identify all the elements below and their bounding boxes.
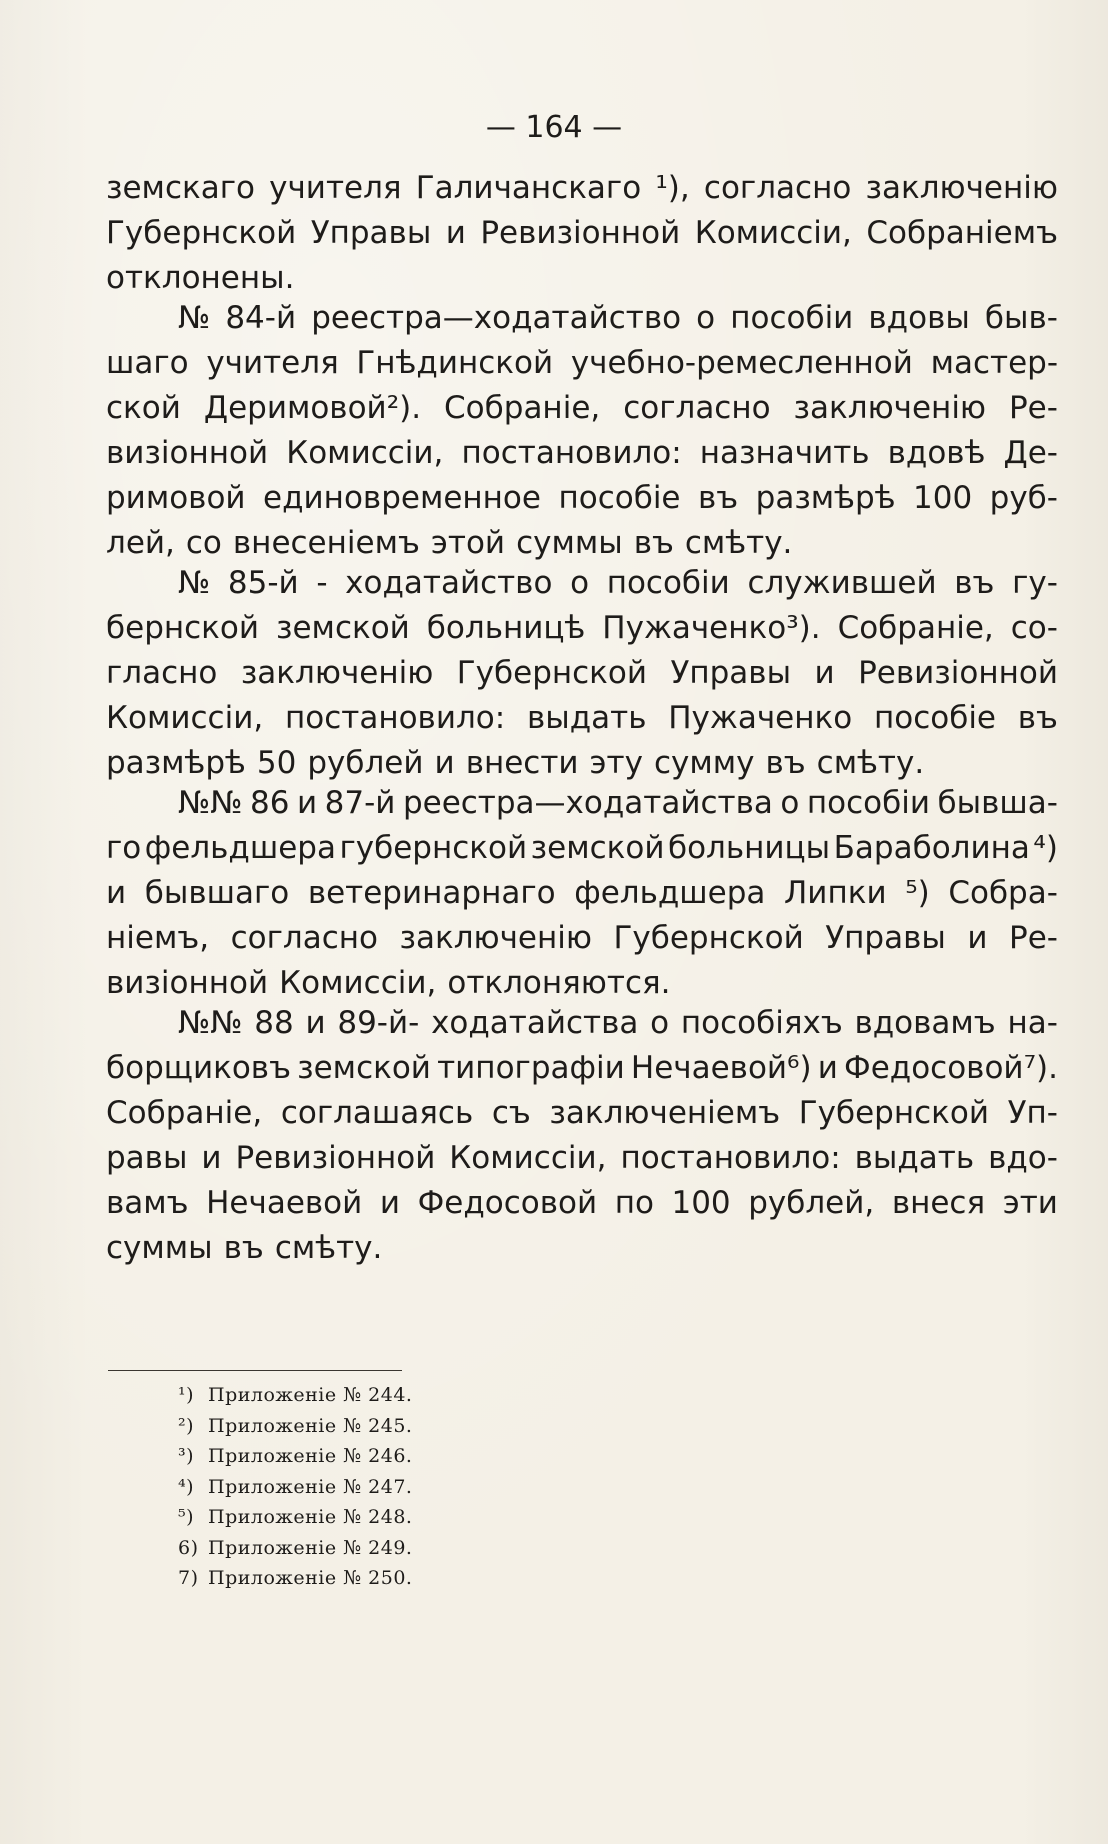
footnote (178, 1441, 638, 1472)
word: и (967, 920, 988, 956)
word: 84-й (225, 300, 297, 336)
word: и (106, 875, 127, 911)
word: смѣту. (274, 1230, 383, 1266)
word: реестра—ходатайства (402, 785, 773, 821)
text-line (106, 915, 1058, 961)
word: равы (106, 1140, 188, 1176)
word: эти (1002, 1185, 1058, 1221)
word: на- (1007, 1005, 1058, 1041)
text-line (106, 1045, 1058, 1091)
footnote-mark: ³) (178, 1445, 195, 1467)
word: и (201, 1140, 222, 1176)
footnote-mark: ¹) (178, 1384, 195, 1406)
word: рублей, (748, 1185, 875, 1221)
word: размѣрѣ (106, 745, 246, 781)
word: Комиссіи, (694, 215, 852, 251)
word: фельдшера (144, 830, 336, 866)
text-line (106, 650, 1058, 696)
word: вдо- (988, 1140, 1058, 1176)
word: соглашаясь (280, 1095, 474, 1131)
text-line (106, 385, 1058, 431)
word: рублей (307, 745, 424, 781)
word: больницѣ (426, 610, 586, 646)
word: Собраніе, (106, 1095, 263, 1131)
word: со (185, 525, 222, 561)
word: заключенію (399, 920, 592, 956)
word: № (178, 565, 211, 601)
word: размѣрѣ (755, 480, 896, 516)
footnote (178, 1502, 638, 1533)
word: 89-й- (337, 1005, 420, 1041)
footnote-mark: ⁵) (178, 1506, 195, 1528)
word: Ре- (1009, 920, 1058, 956)
word: римовой (106, 480, 246, 516)
footnote-text: Приложеніе № 245. (208, 1414, 413, 1437)
word: о (696, 300, 716, 336)
word: ніемъ, (106, 920, 210, 956)
footnote (178, 1472, 638, 1503)
word: больницы (667, 830, 831, 866)
word: пособіи (806, 785, 930, 821)
word: Собраніемъ (866, 215, 1058, 251)
text-line (106, 295, 1058, 341)
word: визіонной (106, 965, 269, 1001)
footnote-text: Приложеніе № 246. (208, 1445, 413, 1467)
word: Федосовой (417, 1185, 598, 1221)
word: лей, (106, 525, 175, 561)
text-line (106, 1000, 1058, 1046)
word: Деримовой²). (203, 390, 422, 426)
word: служившей (747, 565, 937, 601)
word: №№ (178, 785, 243, 821)
word: Управы (670, 655, 792, 691)
footnote-text: Приложеніе № 250. (208, 1567, 413, 1589)
word: Губернской (456, 655, 648, 691)
footnote-divider (108, 1370, 402, 1371)
word: 50 (256, 745, 297, 781)
text-line (106, 605, 1058, 651)
word: ходатайства (431, 1005, 639, 1041)
word: Собраніе, (837, 610, 994, 646)
word: земскаго (106, 170, 255, 206)
word: пособіяхъ (680, 1005, 843, 1041)
text-line (106, 210, 1058, 256)
word: Ревизіонной (480, 215, 681, 251)
word: Ре- (1008, 390, 1058, 426)
text-line (106, 560, 1058, 606)
word: го (106, 830, 142, 866)
word: Уп- (1007, 1095, 1058, 1131)
word: единовременное (263, 480, 541, 516)
word: бывша- (937, 785, 1058, 821)
word: Губернской (613, 920, 804, 956)
word: постановило: (284, 700, 506, 736)
word: смѣту. (684, 525, 793, 561)
word: типографіи (437, 1050, 625, 1086)
word: по (614, 1185, 654, 1221)
word: ⁵) (905, 875, 930, 911)
word: постановило: (461, 435, 682, 471)
word: согласно (623, 390, 771, 426)
word: Ревизіонной (235, 1140, 436, 1176)
word: вдовѣ (887, 435, 986, 471)
text-line (106, 825, 1058, 871)
word: Гнѣдинской (356, 345, 554, 381)
word: въ (697, 480, 739, 516)
word: выдать (854, 1140, 975, 1176)
text-line (106, 340, 1058, 386)
word: Пужаченко (668, 700, 853, 736)
word: бернской (106, 610, 260, 646)
word: ¹), (655, 170, 690, 206)
word: руб- (989, 480, 1058, 516)
word: №№ (178, 1005, 243, 1041)
word: и (445, 215, 466, 251)
word: борщиковъ (106, 1050, 291, 1086)
word: смѣту. (816, 745, 925, 781)
word: реестра—ходатайство (311, 300, 682, 336)
word: внесеніемъ (232, 525, 420, 561)
word: заключенію (793, 390, 987, 426)
footnote-text: Приложеніе № 244. (208, 1384, 413, 1406)
footnote (178, 1380, 638, 1411)
word: шаго (106, 345, 189, 381)
word: эту (589, 745, 643, 781)
word: земской (276, 610, 410, 646)
word: со- (1010, 610, 1058, 646)
word: согласно (703, 170, 852, 206)
text-line (106, 695, 1058, 741)
word: Управы (825, 920, 946, 956)
footnote (178, 1411, 638, 1442)
word: земской (530, 830, 665, 866)
footnote-mark: 6) (178, 1536, 199, 1559)
word: Федосовой⁷). (844, 1050, 1058, 1086)
footnote-mark: ²) (178, 1414, 195, 1437)
word: пособіи (730, 300, 854, 336)
word: Губернской (798, 1095, 990, 1131)
word: выдать (526, 700, 647, 736)
text-line (106, 1225, 1058, 1271)
word: въ (765, 745, 806, 781)
word: Управы (310, 215, 432, 251)
text-line (106, 165, 1058, 211)
word: въ (633, 525, 674, 561)
word: 100 (913, 480, 973, 516)
word: сумму (653, 745, 755, 781)
word: отклоняются. (447, 965, 671, 1001)
word: заключеніемъ (549, 1095, 781, 1131)
word: № (178, 300, 211, 336)
word: Собра- (948, 875, 1058, 911)
word: и (305, 1005, 326, 1041)
word: бывшаго (144, 875, 290, 911)
text-line (106, 870, 1058, 916)
word: Собраніе, (444, 390, 601, 426)
word: 88 (254, 1005, 294, 1041)
footnote (178, 1533, 638, 1564)
word: и (814, 655, 835, 691)
word: въ (954, 565, 995, 601)
word: ходатайство (345, 565, 553, 601)
word: ской (106, 390, 181, 426)
word: съ (491, 1095, 531, 1131)
word: о (650, 1005, 670, 1041)
word: пособіе (873, 700, 997, 736)
word: согласно (230, 920, 378, 956)
word: и (434, 745, 455, 781)
footnote-text: Приложеніе № 249. (208, 1536, 413, 1559)
word: Пужаченко³). (602, 610, 821, 646)
text-line (106, 780, 1058, 826)
footnote-text: Приложеніе № 248. (208, 1506, 413, 1528)
word: губернской (339, 830, 528, 866)
word: въ (1017, 700, 1058, 736)
footnote-text: Приложеніе № 247. (208, 1475, 413, 1498)
word: отклонены. (106, 260, 295, 296)
word: вамъ (106, 1185, 189, 1221)
word: визіонной (106, 435, 269, 471)
word: учителя (206, 345, 339, 381)
footnotes (178, 1380, 638, 1594)
word: 87-й (324, 785, 396, 821)
word: ⁴) (1033, 830, 1058, 866)
word: въ (223, 1230, 264, 1266)
word: 86 (250, 785, 290, 821)
word: ветеринарнаго (307, 875, 556, 911)
word: и (817, 1050, 838, 1086)
word: постановило: (620, 1140, 841, 1176)
text-line (106, 475, 1058, 521)
word: внести (465, 745, 579, 781)
word: Бараболина (833, 830, 1030, 866)
word: о (780, 785, 800, 821)
word: о (570, 565, 590, 601)
word: 85-й (227, 565, 299, 601)
word: Нечаевой (206, 1185, 363, 1221)
word: 100 (671, 1185, 731, 1221)
word: Комиссіи, (449, 1140, 607, 1176)
word: мастер- (930, 345, 1058, 381)
word: - (316, 565, 328, 601)
footnote (178, 1563, 638, 1594)
word: внеся (891, 1185, 986, 1221)
text-line (106, 430, 1058, 476)
word: и (296, 785, 318, 821)
word: Губернской (106, 215, 297, 251)
word: Ревизіонной (858, 655, 1058, 691)
word: фельдшера (574, 875, 766, 911)
word: назначить (699, 435, 870, 471)
word: Липки (784, 875, 887, 911)
footnote-mark: ⁴) (178, 1475, 195, 1498)
text-line (106, 1135, 1058, 1181)
text-line (106, 1180, 1058, 1226)
word: пособіе (558, 480, 681, 516)
word: заключенію (865, 170, 1058, 206)
word: быв- (984, 300, 1058, 336)
word: Нечаевой⁶) (630, 1050, 812, 1086)
text-line (106, 1090, 1058, 1136)
word: и (379, 1185, 400, 1221)
word: учителя (269, 170, 402, 206)
word: Комиссіи, (286, 435, 444, 471)
word: заключенію (240, 655, 434, 691)
page-number: — 164 — (485, 110, 623, 145)
word: суммы (106, 1230, 213, 1266)
footnote-mark: 7) (178, 1567, 199, 1589)
word: Комиссіи, (106, 700, 264, 736)
word: учебно-ремесленной (570, 345, 913, 381)
word: гласно (106, 655, 218, 691)
word: земской (297, 1050, 431, 1086)
word: Де- (1003, 435, 1058, 471)
word: этой (430, 525, 506, 561)
word: пособіи (606, 565, 730, 601)
word: суммы (516, 525, 623, 561)
word: Комиссіи, (279, 965, 437, 1001)
word: вдовамъ (854, 1005, 996, 1041)
word: Галичанскаго (415, 170, 642, 206)
word: гу- (1012, 565, 1058, 601)
word: вдовы (868, 300, 970, 336)
